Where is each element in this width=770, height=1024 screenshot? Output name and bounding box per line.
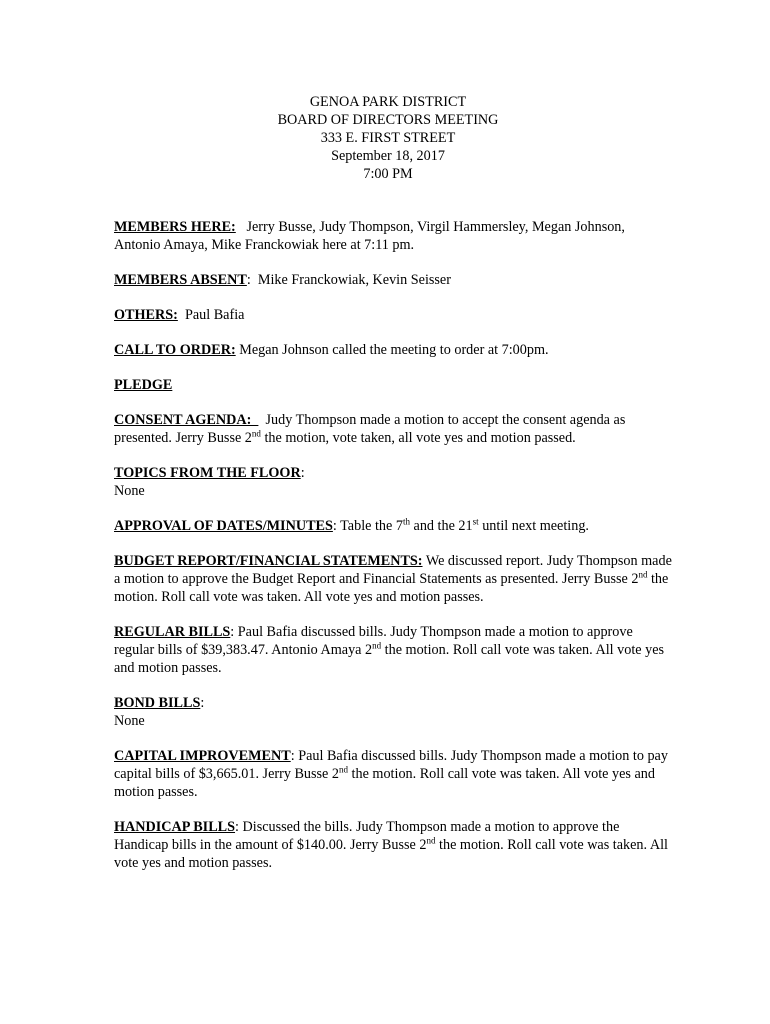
members-absent-text: : Mike Franckowiak, Kevin Seisser xyxy=(246,272,451,288)
budget-text-b: the motion. Roll call vote was taken. All vote yes and motion passes. xyxy=(114,571,669,605)
members-here-heading: MEMBERS HERE: xyxy=(114,219,236,235)
topics-floor-colon: : xyxy=(300,465,305,481)
bond-bills-heading: BOND BILLS xyxy=(114,695,201,711)
topics-floor-section xyxy=(114,464,674,500)
budget-section xyxy=(114,552,674,606)
consent-agenda-sup: nd xyxy=(251,428,261,439)
approval-text-b: and the 21 xyxy=(409,518,473,534)
budget-text-a: We discussed report. Judy Thompson made a motion to approve the Budget Report and Financial Statements as presented. Jerry Busse 2 xyxy=(114,553,672,587)
handicap-sup: nd xyxy=(426,835,436,846)
pledge-section xyxy=(114,376,674,394)
others-section xyxy=(114,306,674,324)
handicap-heading: HANDICAP BILLS xyxy=(114,819,236,835)
members-absent-heading: MEMBERS ABSENT xyxy=(114,272,247,288)
regular-bills-heading: REGULAR BILLS xyxy=(114,624,231,640)
capital-heading: CAPITAL IMPROVEMENT xyxy=(114,748,291,764)
members-here-section xyxy=(114,218,674,254)
approval-text-a: : Table the 7 xyxy=(332,518,403,534)
handicap-section xyxy=(114,818,674,872)
bond-bills-section xyxy=(114,694,674,730)
budget-heading: BUDGET REPORT/FINANCIAL STATEMENTS: xyxy=(114,553,423,569)
others-heading: OTHERS: xyxy=(114,307,178,323)
consent-agenda-text-a: Judy Thompson made a motion to accept the consent agenda as presented. Jerry Busse 2 xyxy=(114,412,629,446)
regular-bills-sup: nd xyxy=(372,640,382,651)
approval-section xyxy=(114,517,674,535)
approval-text-c: until next meeting. xyxy=(478,518,589,534)
members-here-text: Jerry Busse, Judy Thompson, Virgil Hammersley, Megan Johnson, Antonio Amaya, Mike Franckowiak here at 7:11 pm. xyxy=(114,219,628,253)
pledge-heading: PLEDGE xyxy=(114,377,173,393)
handicap-text-a: : Discussed the bills. Judy Thompson made a motion to approve the Handicap bills in the amount of $140.00. Jerry Busse 2 xyxy=(114,819,620,853)
header-meeting: BOARD OF DIRECTORS MEETING xyxy=(277,112,499,128)
consent-agenda-section xyxy=(114,411,674,447)
call-to-order-text: Megan Johnson called the meeting to order at 7:00pm. xyxy=(235,342,549,358)
approval-sup-2: st xyxy=(472,516,479,527)
header-date: September 18, 2017 xyxy=(331,148,445,164)
document-header xyxy=(114,93,662,183)
consent-agenda-heading: CONSENT AGENDA: xyxy=(114,412,259,428)
capital-text-a: : Paul Bafia discussed bills. Judy Thompson made a motion to pay capital bills of $3,665.01. Jerry Busse 2 xyxy=(114,748,668,782)
capital-section xyxy=(114,747,674,801)
header-time: 7:00 PM xyxy=(363,166,413,182)
handicap-text-b: the motion. Roll call vote was taken. All vote yes and motion passes. xyxy=(114,837,668,871)
regular-bills-section xyxy=(114,623,674,677)
capital-sup: nd xyxy=(339,764,348,775)
call-to-order-heading: CALL TO ORDER: xyxy=(114,342,236,358)
call-to-order-section xyxy=(114,341,674,359)
header-address: 333 E. FIRST STREET xyxy=(320,130,456,146)
approval-heading: APPROVAL OF DATES/MINUTES xyxy=(114,518,333,534)
bond-bills-colon: : xyxy=(200,695,205,711)
topics-floor-text: None xyxy=(114,483,145,499)
header-district: GENOA PARK DISTRICT xyxy=(309,94,467,110)
topics-floor-heading: TOPICS FROM THE FLOOR xyxy=(114,465,301,481)
capital-text-b: the motion. Roll call vote was taken. All vote yes and motion passes. xyxy=(114,766,655,800)
consent-agenda-text-b: the motion, vote taken, all vote yes and motion passed. xyxy=(260,430,576,446)
regular-bills-text-b: the motion. Roll call vote was taken. All vote yes and motion passes. xyxy=(114,642,665,676)
budget-sup: nd xyxy=(638,569,648,580)
members-absent-section xyxy=(114,271,674,289)
document-page xyxy=(114,93,674,872)
approval-sup-1: th xyxy=(402,516,410,527)
bond-bills-text: None xyxy=(114,713,145,729)
others-text: Paul Bafia xyxy=(177,307,245,323)
regular-bills-text-a: : Paul Bafia discussed bills. Judy Thompson made a motion to approve regular bills of $39,383.47. Antonio Amaya 2 xyxy=(114,624,633,658)
